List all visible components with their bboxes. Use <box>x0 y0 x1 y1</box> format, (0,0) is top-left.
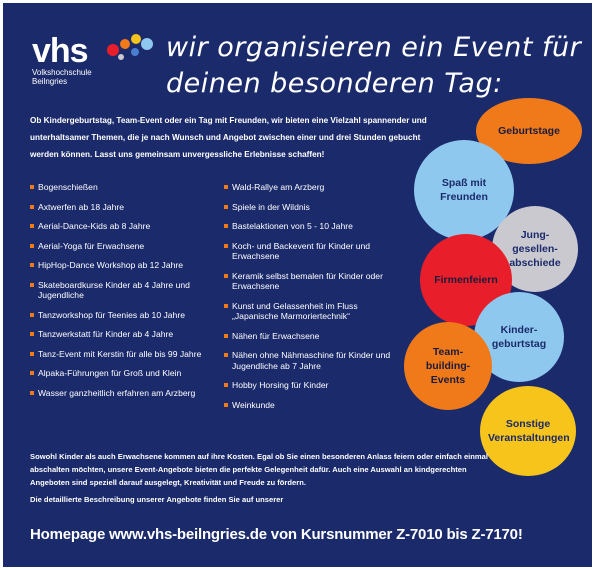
list-item: Aerial-Yoga für Erwachsene <box>30 241 220 252</box>
list-item: Wald-Rallye am Arzberg <box>224 182 404 193</box>
bubble-teambuilding-label: Team-building-Events <box>425 346 471 386</box>
headline-line1: wir organisieren ein Event für <box>166 32 582 63</box>
logo-subtitle-line1: Volkshochschule <box>32 68 92 77</box>
list-item: Keramik selbst bemalen für Kinder oder Erwachsene <box>224 271 404 292</box>
vhs-logo <box>32 32 92 86</box>
list-item: Aerial-Dance-Kids ab 8 Jahre <box>30 221 220 232</box>
bubble-teambuilding <box>404 322 492 410</box>
list-item: Hobby Horsing für Kinder <box>224 380 404 391</box>
list-item: Tanzwerkstatt für Kinder ab 4 Jahre <box>30 329 220 340</box>
list-item: Weinkunde <box>224 400 404 411</box>
logo-subtitle-line2: Beilngries <box>32 77 68 86</box>
outro-text <box>30 450 500 506</box>
bubble-kindergeburtstag-label: Kinder-geburtstag <box>491 324 547 350</box>
list-item: Axtwerfen ab 18 Jahre <box>30 202 220 213</box>
bubble-freunde-label: Spaß mit Freunden <box>440 177 488 203</box>
activities-right-list <box>224 182 404 419</box>
bubble-sonstige-label: Sonstige Veranstaltungen <box>488 418 570 444</box>
list-item: Nähen ohne Nähmaschine für Kinder und Jugendliche ab 7 Jahre <box>224 350 404 371</box>
outro-link-hint: Die detaillierte Beschreibung unserer Angebote finden Sie auf unserer <box>30 495 284 504</box>
list-item: Skateboardkurse Kinder ab 4 Jahre und Jugendliche <box>30 280 220 301</box>
bubble-jga-label: Jung-gesellen-abschiede <box>509 229 561 269</box>
headline <box>166 30 586 102</box>
list-item: Alpaka-Führungen für Groß und Klein <box>30 368 220 379</box>
list-item: Koch- und Backevent für Kinder und Erwachsene <box>224 241 404 262</box>
list-item: HipHop-Dance Workshop ab 12 Jahre <box>30 260 220 271</box>
logo-wordmark: vhs <box>32 32 88 70</box>
headline-line2: deinen besonderen Tag: <box>166 68 503 99</box>
bubble-geburtstage-label: Geburtstage <box>498 125 560 137</box>
list-item: Bogenschießen <box>30 182 220 193</box>
list-item: Tanzworkshop für Teenies ab 10 Jahre <box>30 310 220 321</box>
list-item: Bastelaktionen von 5 - 10 Jahre <box>224 221 404 232</box>
activities-left-list <box>30 182 220 407</box>
outro-paragraph: Sowohl Kinder als auch Erwachsene kommen auf ihre Kosten. Egal ob Sie einen besonderen Anlass feiern oder einfach einmal abschalten möchten, unsere Event-Angebote bieten die perfekte Gelegenheit dafür. Auch eine Auswahl an kindgerechten Angeboten sind speziell darauf ausgelegt, Kreativität und Freude zu fördern. <box>30 452 488 487</box>
list-item: Nähen für Erwachsene <box>224 331 404 342</box>
logo-dots-icon <box>105 32 175 62</box>
list-item: Spiele in der Wildnis <box>224 202 404 213</box>
homepage-line: Homepage www.vhs-beilngries.de von Kursnummer Z-7010 bis Z-7170! <box>30 526 523 543</box>
intro-text: Ob Kindergeburtstag, Team-Event oder ein Tag mit Freunden, wir bieten eine Vielzahl spannender und unterhaltsamer Themen, die je nach Wunsch und Angebot zwischen einer und drei Stunden gebucht werden können. Lasst uns gemeinsam unvergessliche Erlebnisse schaffen! <box>30 116 427 159</box>
bubble-firmenfeiern-label: Firmenfeiern <box>434 274 498 286</box>
list-item: Kunst und Gelassenheit im Fluss „Japanische Marmoriertechnik“ <box>224 301 404 322</box>
list-item: Wasser ganzheitlich erfahren am Arzberg <box>30 388 220 399</box>
list-item: Tanz-Event mit Kerstin für alle bis 99 Jahre <box>30 349 220 360</box>
